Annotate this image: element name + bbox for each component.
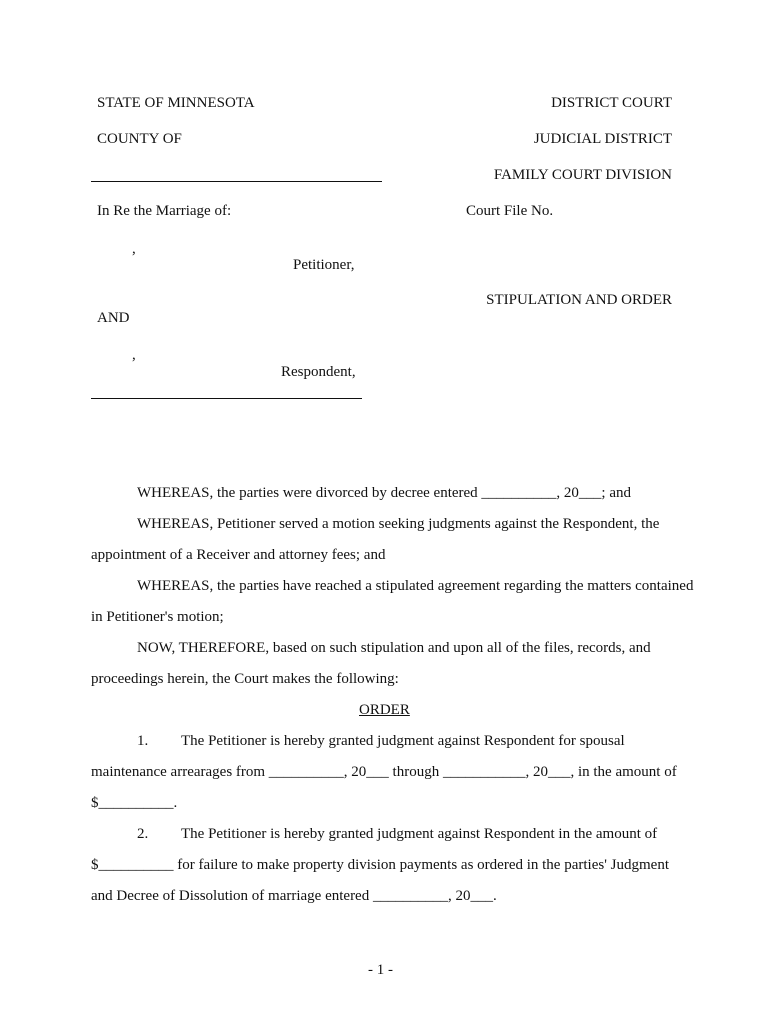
judicial-district-label: JUDICIAL DISTRICT bbox=[533, 131, 672, 147]
document-title: STIPULATION AND ORDER bbox=[486, 292, 672, 308]
state-name: STATE OF MINNESOTA bbox=[97, 95, 255, 111]
order-item2-line1: The Petitioner is hereby granted judgment against Respondent in the amount of bbox=[181, 826, 658, 842]
caption-top-rule bbox=[91, 181, 382, 182]
order-item1-number: 1. bbox=[137, 733, 149, 749]
order-item2-line2: $__________ for failure to make property division payments as ordered in the parties' Judgment bbox=[91, 857, 669, 873]
recital-agreement-line1: WHEREAS, the parties have reached a stipulated agreement regarding the matters contained bbox=[137, 578, 694, 594]
recital-therefore-line1: NOW, THEREFORE, based on such stipulation and upon all of the files, records, and bbox=[137, 640, 651, 656]
court-file-number-label: Court File No. bbox=[466, 203, 554, 219]
county-label: COUNTY OF bbox=[97, 131, 182, 147]
recital-divorce-decree: WHEREAS, the parties were divorced by decree entered __________, 20___; and bbox=[137, 485, 632, 501]
recital-therefore-line2: proceedings herein, the Court makes the following: bbox=[91, 671, 399, 687]
page-number: - 1 - bbox=[368, 962, 393, 978]
respondent-name-comma: , bbox=[132, 347, 136, 363]
respondent-label: Respondent, bbox=[281, 364, 356, 380]
petitioner-label: Petitioner, bbox=[293, 257, 355, 273]
recital-motion-line2: appointment of a Receiver and attorney fees; and bbox=[91, 547, 386, 563]
order-heading: ORDER bbox=[359, 702, 410, 718]
court-division-label: FAMILY COURT DIVISION bbox=[493, 167, 672, 183]
recital-motion-line1: WHEREAS, Petitioner served a motion seeking judgments against the Respondent, the bbox=[137, 516, 660, 532]
recital-agreement-line2: in Petitioner's motion; bbox=[91, 609, 224, 625]
order-item2-number: 2. bbox=[137, 826, 149, 842]
and-label: AND bbox=[97, 310, 130, 326]
order-item1-line1: The Petitioner is hereby granted judgment against Respondent for spousal bbox=[181, 733, 625, 749]
in-re-label: In Re the Marriage of: bbox=[97, 203, 232, 219]
order-item1-line3: $__________. bbox=[91, 795, 178, 811]
order-item2-line3: and Decree of Dissolution of marriage entered __________, 20___. bbox=[91, 888, 497, 904]
caption-bottom-rule bbox=[91, 398, 362, 399]
court-name: DISTRICT COURT bbox=[551, 95, 672, 111]
order-item1-line2: maintenance arrearages from __________, 20___ through ___________, 20___, in the amount of bbox=[91, 764, 677, 780]
petitioner-name-comma: , bbox=[132, 241, 136, 257]
